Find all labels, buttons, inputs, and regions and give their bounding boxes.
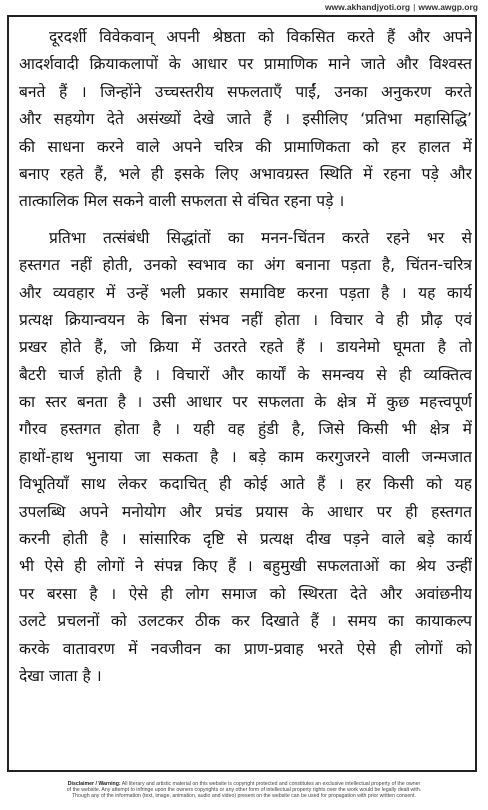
- text-line: बनाए रहते हैं, भले ही इसके लिए अभावग्रस्त स्थिति में रहना पड़े और: [19, 164, 472, 183]
- text-line: उलटे प्रचलनों को उलटकर ठीक कर दिखाते हैं । समय का कायाकल्प: [19, 612, 472, 631]
- text-line: बनते हैं । जिन्होंने उच्चस्तरीय सफलताएँ पाईं, उनका अनुकरण करते: [19, 82, 472, 101]
- site-link-akhandjyoti[interactable]: www.akhandjyoti.org: [324, 2, 411, 12]
- paragraph-1: [19, 24, 472, 216]
- text-line: तात्कालिक मिल सकने वाली सफलता से वंचित रहना पड़े ।: [19, 192, 345, 211]
- text-line: हस्तगत नहीं होती, उनको स्वभाव का अंग बनाना पड़ता है, चिंतन-चरित्र: [19, 256, 472, 275]
- text-line: आदर्शवादी क्रियाकलापों के आधार पर प्रामाणिक माने जाते और विश्वस्त: [19, 55, 472, 74]
- text-line: देखा जाता है ।: [19, 666, 102, 685]
- text-line: उपलब्धि अपने मनोयोग और प्रचंड प्रयास के आधार पर ही हस्तगत: [19, 502, 472, 521]
- disclaimer-text-1: All literary and artistic material on this website is copyright protected and constitutes an exclusive intellectual property of the owner: [121, 781, 421, 787]
- text-line: गौरव हस्तगत होता है । यही वह हुंडी है, जिसे किसी भी क्षेत्र में: [19, 420, 472, 439]
- text-line: बैटरी चार्ज होती है । विचारों और कार्यों के समन्वय से ही व्यक्तित्व: [19, 365, 472, 384]
- text-line: प्रत्यक्ष क्रियान्वयन के बिना संभव नहीं होता । विचार वे ही प्रौढ़ एवं: [19, 310, 472, 329]
- disclaimer-lead: Disclaimer / Warning:: [67, 781, 121, 787]
- text-line: प्रतिभा तत्संबंधी सिद्धांतों का मनन-चिंतन करते रहने भर से: [49, 228, 472, 247]
- website-header: [325, 2, 478, 12]
- text-line: भी ऐसे ही लोगों ने संपन्न किए हैं । बहुमुखी सफलताओं का श्रेय उन्हीं: [19, 557, 472, 576]
- disclaimer-line-2: of the website. Any attempt to infringe upon the owners copyrights or any other form of intellectual property rights over the work would be legally dealt with.: [66, 787, 422, 794]
- site-link-awgp[interactable]: www.awgp.org: [418, 2, 478, 12]
- header-separator: |: [413, 2, 416, 12]
- text-line: की साधना करने वाले अपने चरित्र की प्रामाणिकता को हर हालत में: [19, 137, 472, 156]
- text-line: दूरदर्शी विवेकवान् अपनी श्रेष्ठता को विकसित करते हैं और अपने: [49, 28, 472, 46]
- article-body: [19, 24, 472, 690]
- text-line: प्रखर होते हैं, जो क्रिया में उतरते रहते हैं । डायनेमो घूमता है तो: [19, 338, 472, 357]
- text-line: हाथों-हाथ भुनाया जा सकता है । बड़े काम करगुजरने वाली जन्मजात: [19, 447, 472, 466]
- paragraph-spacer: [19, 216, 472, 225]
- text-line: का स्तर बनता है । उसी आधार पर सफलता के क्षेत्र में कुछ महत्त्वपूर्ण: [19, 393, 472, 412]
- text-line: और सहयोग देते असंख्यों देखे जाते हैं । इसीलिए ‘प्रतिभा महासिद्धि’: [19, 110, 472, 129]
- paragraph-2: [19, 225, 472, 691]
- disclaimer-footer: [0, 781, 488, 800]
- text-line: करके वातावरण में नवजीवन का प्राण-प्रवाह भरते ऐसे ही लोगों को: [19, 639, 472, 658]
- text-line: विभूतियाँ साथ लेकर कदाचित् ही कोई आते हैं । हर किसी को यह: [19, 475, 472, 494]
- disclaimer-line-3: Though any of the information (text, image, animation, audio and video) present on the website can be used for propagation with prior written consent.: [71, 793, 417, 800]
- text-line: और व्यवहार में उन्हें भली प्रकार समाविष्ट करना पड़ता है । यह कार्य: [19, 283, 472, 302]
- text-line: करनी होती है । सांसारिक दृष्टि से प्रत्यक्ष दीख पड़ने वाले बड़े कार्य: [19, 530, 472, 549]
- text-line: पर बरसा है । ऐसे ही लोग समाज को स्थिरता देते और अवांछनीय: [19, 584, 472, 603]
